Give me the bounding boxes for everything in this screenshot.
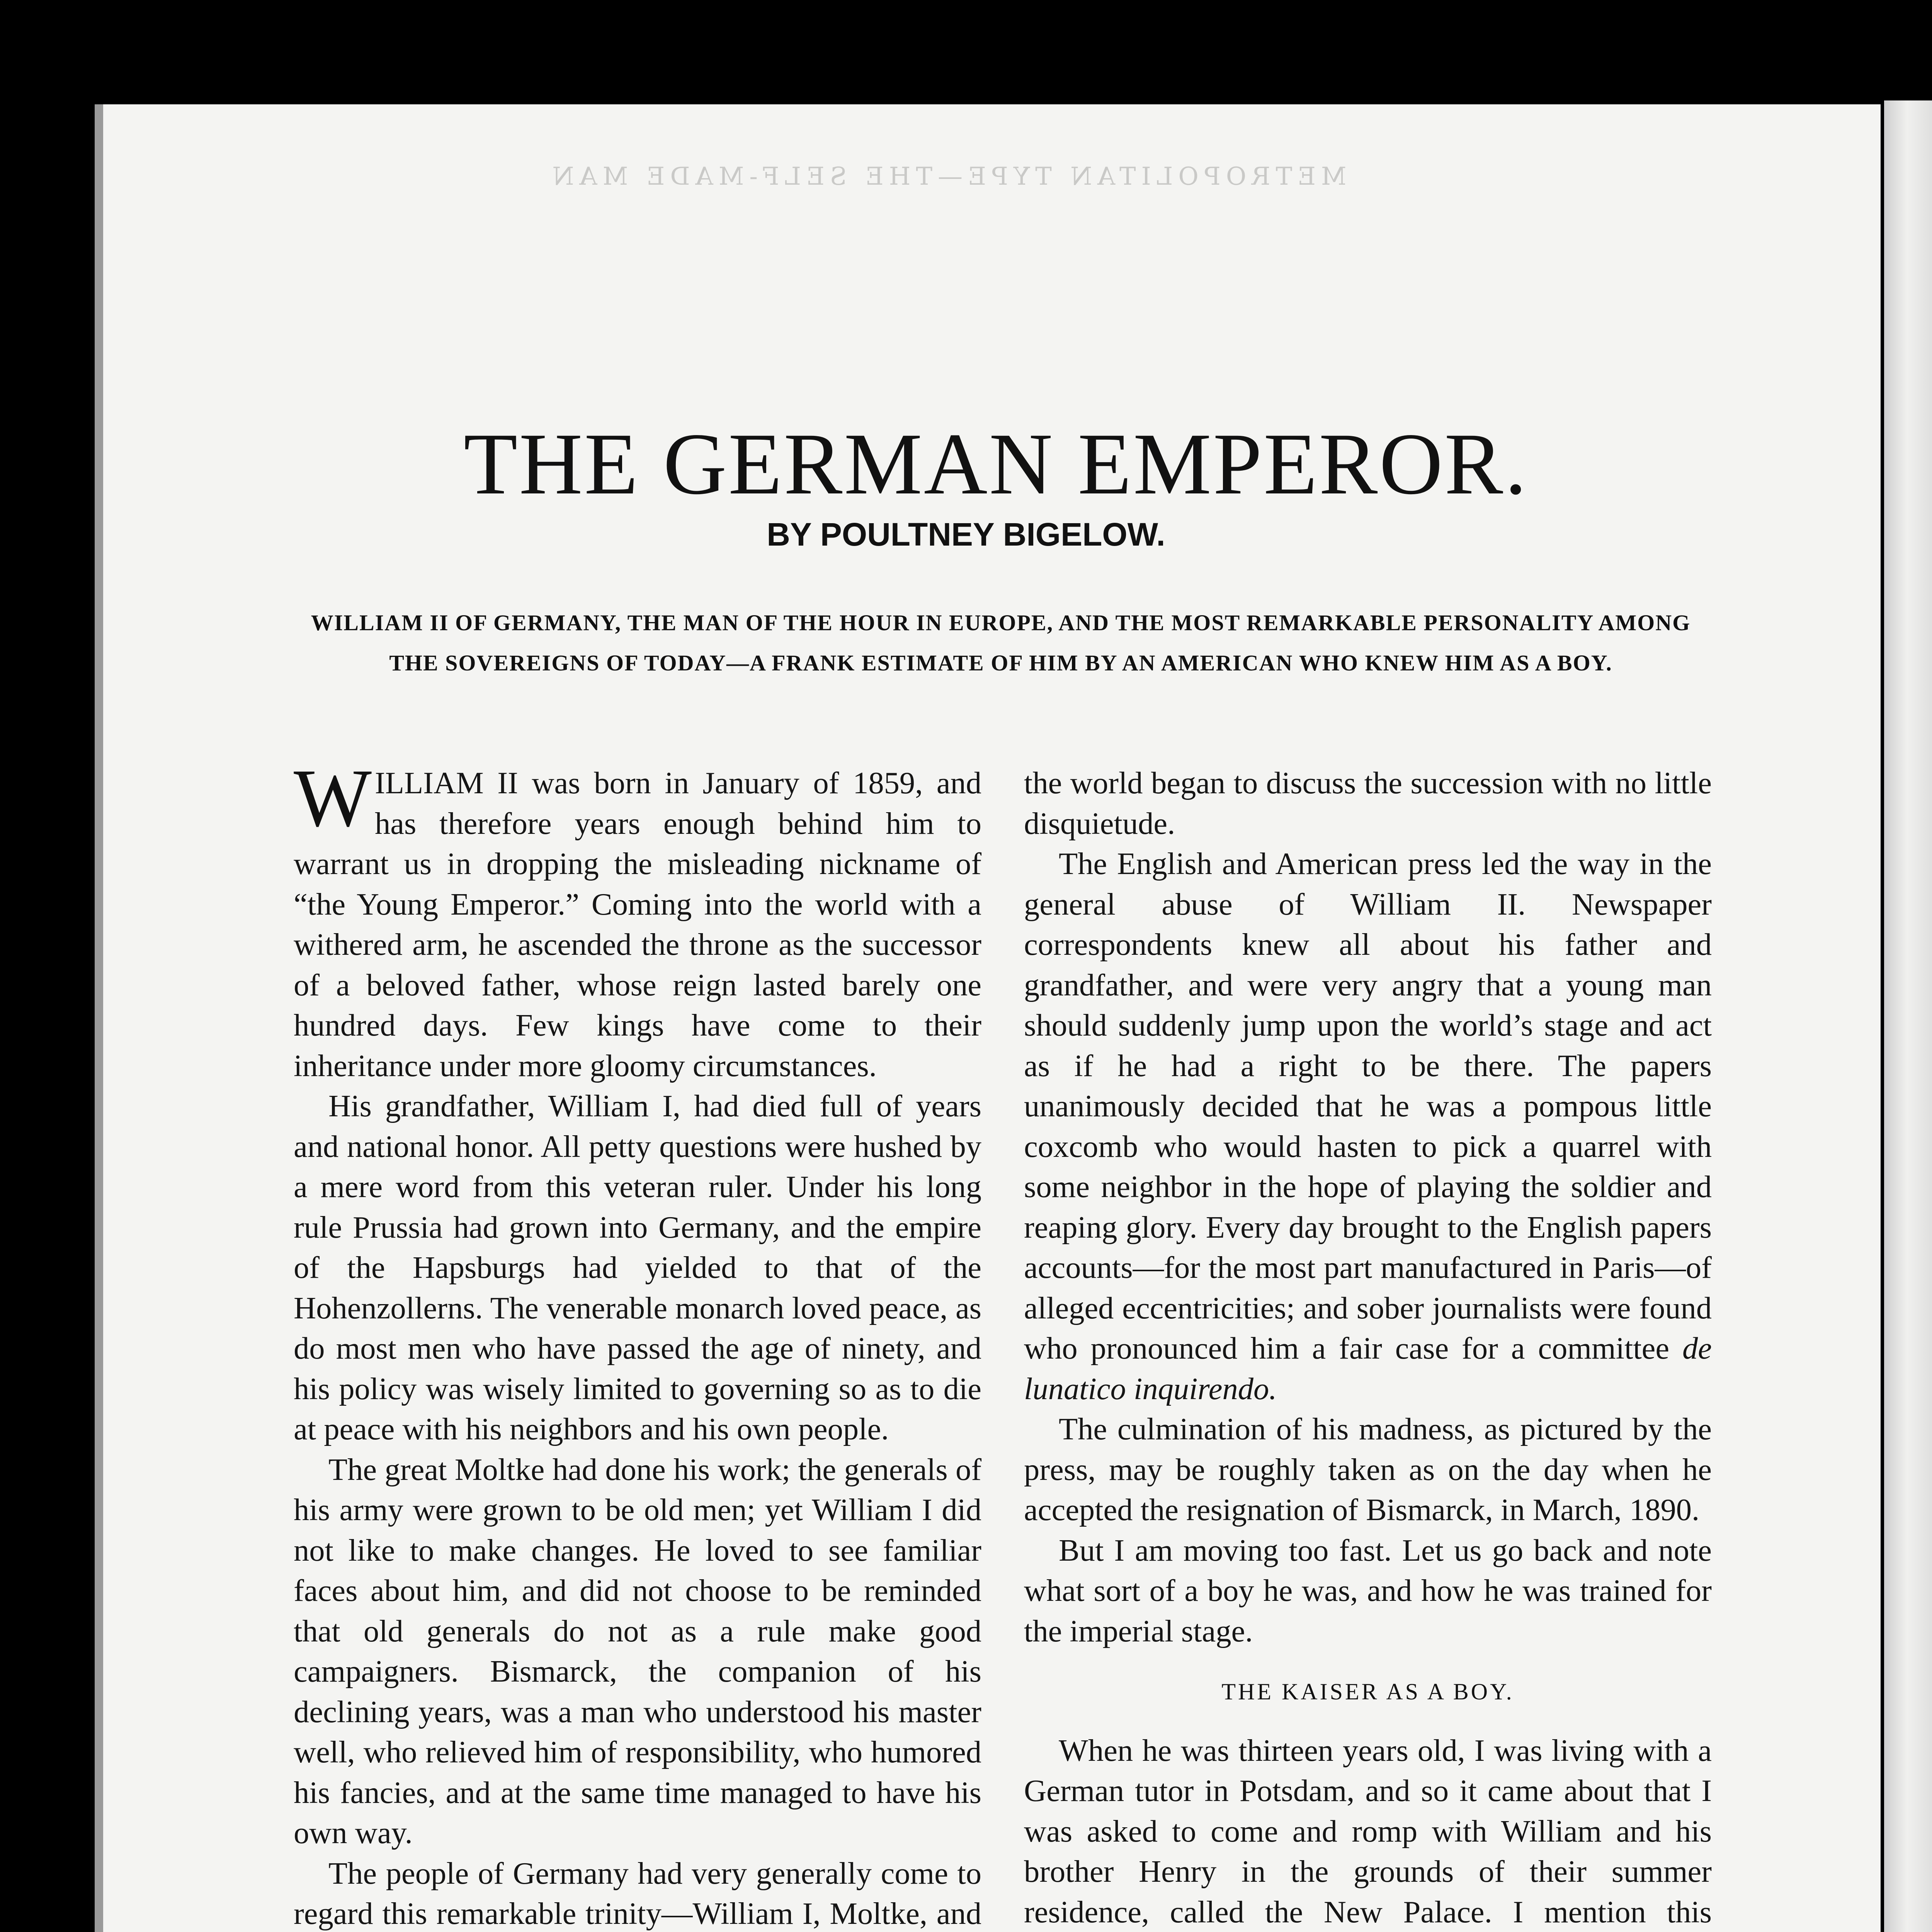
paragraph-4: The people of Germany had very generally come to regard this remarkable trinity—William I, Moltke, and	[294, 1856, 981, 1931]
article-title: THE GERMAN EMPEROR.	[464, 415, 1529, 513]
paragraph-5: the world began to discuss the succession with no little disquietude.	[1024, 766, 1712, 841]
paragraph-7: The culmination of his madness, as pictured by the press, may be roughly taken as on the day when he accepted the resignation of Bismarck, in March, 1890.	[1024, 1412, 1712, 1527]
latin-phrase: de lunatico inquirendo.	[1024, 1331, 1712, 1406]
paragraph-2: His grandfather, William I, had died full of years and national honor. All petty questions were hushed by a mere word from this veteran ruler. Under his long rule Prussia had grown into Germany, and the empire of the Hapsburgs had yielded to that of the Hohenzollerns. The venerable monarch loved peace, as do most men who have passed the age of ninety, and his policy was wisely limited to governing so as to die at peace with his neighbors and his own people.	[294, 1089, 981, 1446]
paragraph-9: When he was thirteen years old, I was living with a German tutor in Potsdam, and so it came about that I was asked to come and romp with William and his brother Henry in the grounds of their summer residence, called the New Palace. I mention this	[1024, 1733, 1712, 1929]
paragraph-1-text: ILLIAM II was born in January of 1859, and has therefore years enough behind him to warrant us in dropping the misleading nickname of “the Young Emperor.” Coming into the world with a withered arm, he ascended the throne as the successor of a beloved father, whose reign lasted barely one hundred days. Few kings have come to their inheritance under more gloomy circumstances.	[294, 766, 981, 1083]
paragraph-8: But I am moving too fast. Let us go back and note what sort of a boy he was, and how he was trained for the imperial stage.	[1024, 1533, 1712, 1648]
paragraph-6-text: The English and American press led the way in the general abuse of William II. Newspaper correspondents knew all about his father and grandfather, and were very angry that a young man should suddenly jump upon the world’s stage and act as if he had a right to be there. The papers unanimously decided that he was a pompous little coxcomb who would hasten to pick a quarrel with some neighbor in the hope of playing the soldier and reaping glory. Every day brought to the English papers accounts—for the most part manufactured in Paris—of alleged eccentricities; and sober journalists were found who pronounced him a fair case for a committee	[1024, 847, 1712, 1366]
section-subhead: THE KAISER AS A BOY.	[1221, 1679, 1514, 1704]
text-column-right	[1024, 763, 1712, 1932]
next-page-edge	[1884, 100, 1932, 1932]
article-byline: BY POULTNEY BIGELOW.	[767, 516, 1165, 553]
bleed-through-running-head: METROPOLITAN TYPE—THE SELF-MADE MAN	[547, 162, 1347, 191]
paragraph-1	[294, 752, 981, 1086]
text-column-left	[294, 752, 981, 1932]
paragraph-3: The great Moltke had done his work; the generals of his army were grown to be old men; yet William I did not like to make changes. He loved to see familiar faces about him, and did not choose to be reminded that old generals do not as a rule make good campaigners. Bismarck, the companion of his declining years, was a man who understood his master well, who relieved him of responsibility, who humored his fancies, and at the same time managed to have his own way.	[294, 1452, 981, 1850]
drop-cap: W	[294, 752, 372, 844]
paragraph-6	[1024, 844, 1712, 1409]
article-deck: WILLIAM II OF GERMANY, THE MAN OF THE HOUR IN EUROPE, AND THE MOST REMARKABLE PERSONALITY AMONG THE SOVEREIGNS OF TODAY—A FRANK ESTIMATE OF HIM BY AN AMERICAN WHO KNEW HIM AS A BOY.	[311, 610, 1691, 675]
